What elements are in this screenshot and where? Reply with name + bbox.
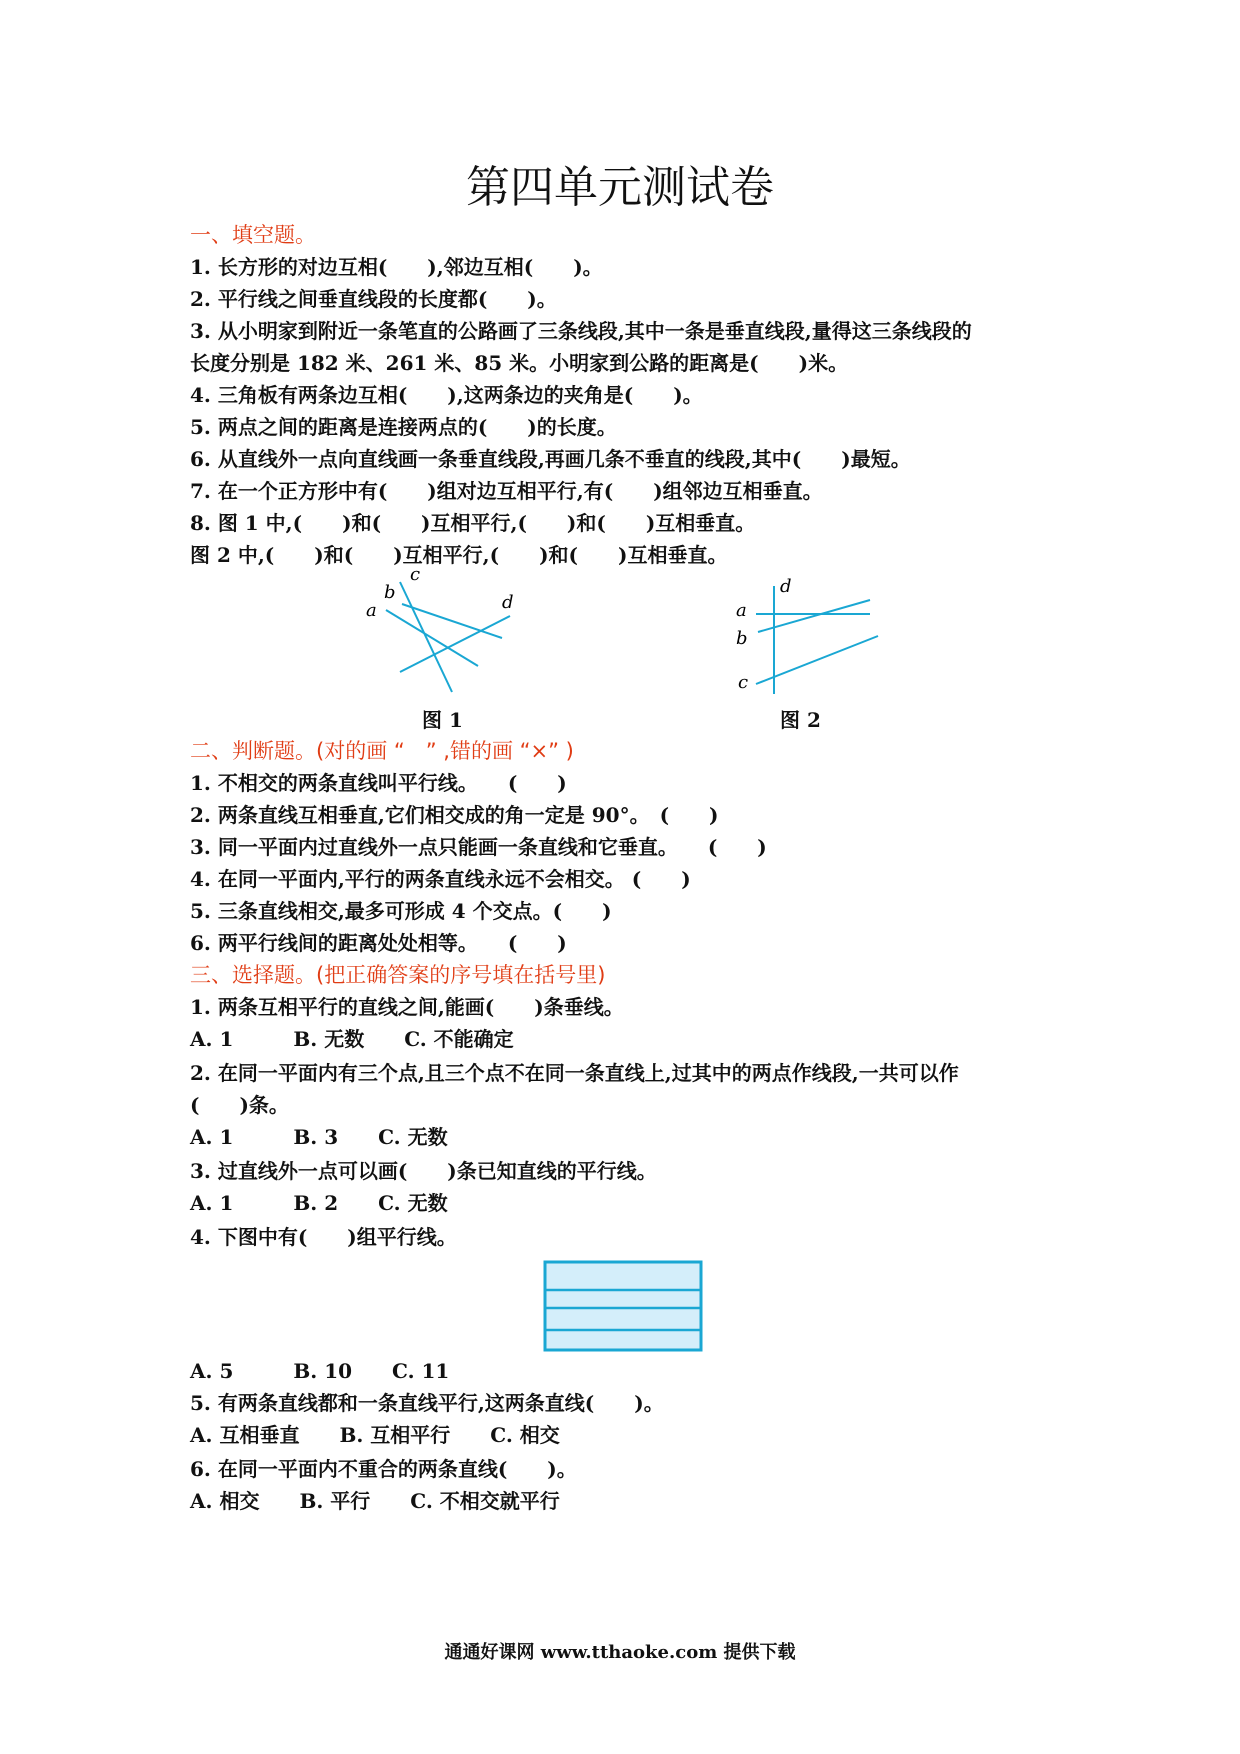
question-1-2: 2. 平行线之间垂直线段的长度都( )。 — [190, 287, 557, 311]
question-3-6: 6. 在同一平面内不重合的两条直线( )。 — [190, 1457, 577, 1481]
fig1-label-c: c — [410, 568, 421, 585]
fig1-line-b — [386, 610, 478, 666]
question-3-2: 2. 在同一平面内有三个点,且三个点不在同一条直线上,过其中的两点作线段,一共可以作 — [190, 1061, 959, 1085]
question-2-5: 5. 三条直线相交,最多可形成 4 个交点。( ) — [190, 899, 612, 923]
fig1-caption: 图 1 — [422, 708, 463, 732]
figure-2 — [730, 572, 890, 702]
question-3-5-options: A. 互相垂直 B. 互相平行 C. 相交 — [190, 1423, 560, 1447]
question-3-4-options: A. 5 B. 10 C. 11 — [190, 1359, 450, 1383]
fig1-line-d — [400, 616, 510, 672]
figure-rectangle — [543, 1260, 705, 1354]
fig2-label-b: b — [736, 628, 748, 649]
question-3-2-cont: ( )条。 — [190, 1093, 289, 1117]
question-1-7: 7. 在一个正方形中有( )组对边互相平行,有( )组邻边互相垂直。 — [190, 479, 823, 503]
question-3-2-options: A. 1 B. 3 C. 无数 — [190, 1125, 448, 1149]
fig1-line-c — [400, 582, 452, 692]
fig1-label-a: a — [366, 600, 377, 621]
fig2-label-a: a — [736, 600, 747, 621]
question-3-4: 4. 下图中有( )组平行线。 — [190, 1225, 457, 1249]
question-1-1: 1. 长方形的对边互相( ),邻边互相( )。 — [190, 255, 603, 279]
question-2-1: 1. 不相交的两条直线叫平行线。 ( ) — [190, 771, 567, 795]
section-3-header: 三、选择题。(把正确答案的序号填在括号里) — [190, 963, 606, 987]
question-2-3: 3. 同一平面内过直线外一点只能画一条直线和它垂直。 ( ) — [190, 835, 767, 859]
section-2-header: 二、判断题。(对的画 “ ” ,错的画 “×” ) — [190, 739, 574, 763]
question-2-4: 4. 在同一平面内,平行的两条直线永远不会相交。 ( ) — [190, 867, 691, 891]
fig1-label-b: b — [384, 582, 396, 603]
question-1-8-cont: 图 2 中,( )和( )互相平行,( )和( )互相垂直。 — [190, 543, 728, 567]
rect-outline — [545, 1262, 701, 1350]
question-1-4: 4. 三角板有两条边互相( ),这两条边的夹角是( )。 — [190, 383, 703, 407]
fig1-line-a — [402, 604, 502, 638]
question-3-1: 1. 两条互相平行的直线之间,能画( )条垂线。 — [190, 995, 624, 1019]
page-title: 第四单元测试卷 — [466, 162, 774, 213]
footer-credit: 通通好课网 www.tthaoke.com 提供下载 — [444, 1642, 796, 1663]
fig2-label-d: d — [780, 576, 792, 597]
fig2-label-c: c — [738, 672, 749, 693]
question-3-5: 5. 有两条直线都和一条直线平行,这两条直线( )。 — [190, 1391, 664, 1415]
fig1-label-d: d — [502, 592, 514, 613]
figure-1 — [360, 568, 530, 698]
question-2-2: 2. 两条直线互相垂直,它们相交成的角一定是 90°。 ( ) — [190, 803, 719, 827]
fig2-caption: 图 2 — [780, 708, 821, 732]
question-2-6: 6. 两平行线间的距离处处相等。 ( ) — [190, 931, 567, 955]
question-1-6: 6. 从直线外一点向直线画一条垂直线段,再画几条不垂直的线段,其中( )最短。 — [190, 447, 911, 471]
question-3-6-options: A. 相交 B. 平行 C. 不相交就平行 — [190, 1489, 560, 1513]
question-1-3-cont: 长度分别是 182 米、261 米、85 米。小明家到公路的距离是( )米。 — [190, 351, 849, 375]
question-1-3: 3. 从小明家到附近一条笔直的公路画了三条线段,其中一条是垂直线段,量得这三条线段的 — [190, 319, 972, 343]
question-3-3: 3. 过直线外一点可以画( )条已知直线的平行线。 — [190, 1159, 657, 1183]
question-3-1-options: A. 1 B. 无数 C. 不能确定 — [190, 1027, 514, 1051]
section-1-header: 一、填空题。 — [190, 223, 316, 247]
question-1-5: 5. 两点之间的距离是连接两点的( )的长度。 — [190, 415, 617, 439]
question-1-8: 8. 图 1 中,( )和( )互相平行,( )和( )互相垂直。 — [190, 511, 756, 535]
question-3-3-options: A. 1 B. 2 C. 无数 — [190, 1191, 448, 1215]
